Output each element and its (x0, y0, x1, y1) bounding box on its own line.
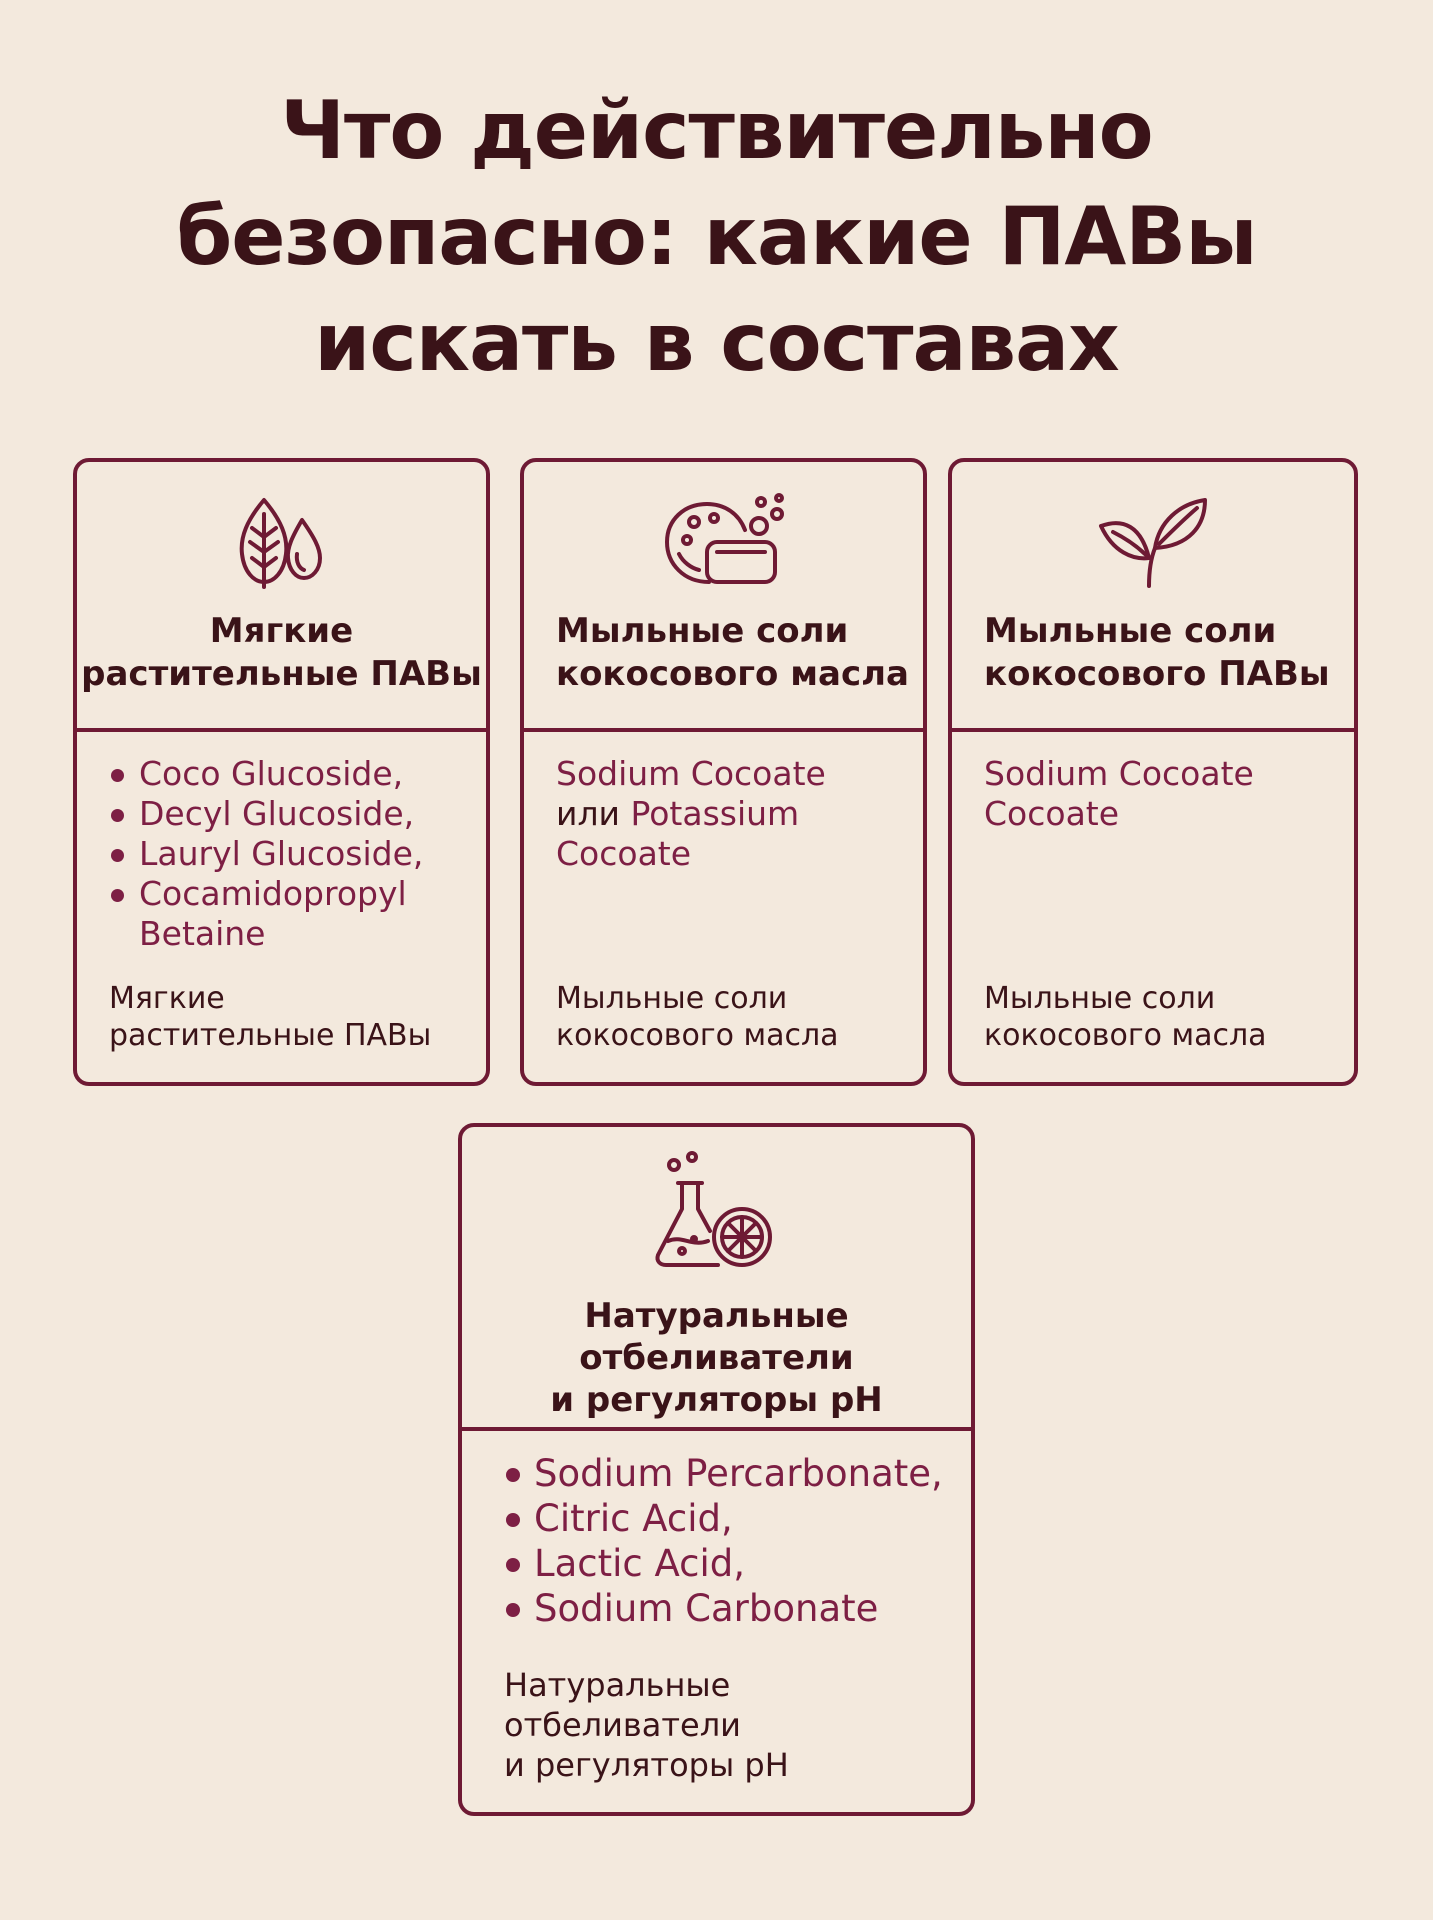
ingredient-text (984, 754, 1344, 834)
card-note-line: Мягкие (109, 981, 225, 1016)
card-note-line: кокосового масла (984, 1018, 1267, 1053)
card-note (984, 980, 1267, 1054)
page-title-line: Что действительно (280, 84, 1153, 177)
list-item: Lauryl Glucoside, (109, 834, 479, 874)
card-title-line: Мыльные соли (556, 611, 849, 651)
card-note-line: отбеливатели (504, 1706, 741, 1744)
card-header (77, 462, 486, 732)
ingredient-text (556, 754, 916, 874)
ingredient-list (504, 1451, 974, 1631)
sprout-icon (1093, 492, 1213, 592)
ingredient-list (109, 754, 479, 954)
card-plant-surfactants (73, 458, 490, 1086)
card-header (952, 462, 1354, 732)
card-note (556, 980, 839, 1054)
flask-citrus-icon (652, 1151, 782, 1271)
card-natural-bleach-ph (458, 1123, 975, 1816)
ingredient-name: Sodium Cocoate (556, 754, 826, 793)
card-note-line: Мыльные соли (556, 981, 788, 1016)
ingredient-name: Potassium (630, 794, 800, 833)
card-note (504, 1665, 789, 1785)
list-item: Lactic Acid, (504, 1541, 974, 1586)
card-note-line: и регуляторы pH (504, 1746, 789, 1784)
page-title (0, 78, 1433, 396)
card-title-line: Натуральные (584, 1296, 849, 1336)
card-title (524, 610, 923, 696)
connector-word: или (556, 794, 620, 833)
card-title-line: Мыльные соли (984, 611, 1277, 651)
ingredient-name: Cocoate (556, 834, 692, 873)
list-item: Coco Glucoside, (109, 754, 479, 794)
page-title-line: безопасно: какие ПАВы (176, 190, 1257, 283)
card-note-line: кокосового масла (556, 1018, 839, 1053)
card-note-line: Натуральные (504, 1666, 731, 1704)
card-title (952, 610, 1354, 696)
card-title (77, 610, 486, 696)
card-header (462, 1127, 971, 1431)
list-item: Decyl Glucoside, (109, 794, 479, 834)
card-title-line: отбеливатели (579, 1338, 854, 1378)
card-coconut-oil-soap (520, 458, 927, 1086)
ingredient-name: Sodium Cocoate (984, 754, 1254, 793)
card-coconut-surfactants (948, 458, 1358, 1086)
card-note-line: Мыльные соли (984, 981, 1216, 1016)
coconut-soap-icon (659, 492, 789, 592)
card-title-line: растительные ПАВы (81, 654, 482, 694)
list-item: Sodium Carbonate (504, 1586, 974, 1631)
card-note (109, 980, 431, 1054)
card-header (524, 462, 923, 732)
card-title-line: и регуляторы pH (550, 1380, 883, 1420)
list-item: Cocamidopropyl Betaine (109, 874, 479, 954)
card-title-line: кокосового ПАВы (984, 654, 1330, 694)
card-title-line: кокосового масла (556, 654, 909, 694)
ingredient-name: Cocoate (984, 794, 1120, 833)
card-title (462, 1295, 971, 1421)
leaf-drop-icon (232, 492, 332, 592)
card-note-line: растительные ПАВы (109, 1018, 432, 1053)
list-item: Sodium Percarbonate, (504, 1451, 974, 1496)
list-item: Citric Acid, (504, 1496, 974, 1541)
page-title-line: искать в составах (314, 296, 1119, 389)
card-title-line: Мягкие (209, 611, 354, 651)
